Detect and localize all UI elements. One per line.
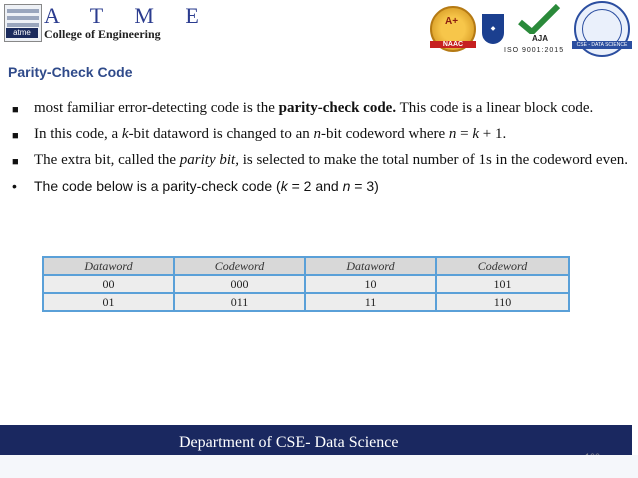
bullet-text: = 3) bbox=[350, 178, 379, 194]
table-cell: 01 bbox=[43, 293, 174, 311]
bullet-var: k bbox=[280, 178, 288, 194]
bullet-bold-text: parity-check code. bbox=[278, 100, 397, 116]
square-bullet-icon: ■ bbox=[12, 156, 19, 168]
bullet-text: -bit codeword where bbox=[321, 126, 449, 142]
bullet-text: This code is a linear block code. bbox=[396, 100, 594, 116]
bullet-var: n bbox=[313, 126, 322, 142]
table-cell: 00 bbox=[43, 275, 174, 293]
bullet-text: = 2 and bbox=[287, 178, 343, 194]
institution-letters: A T M E bbox=[44, 3, 212, 28]
table-row bbox=[43, 275, 569, 293]
naac-badge bbox=[430, 6, 476, 52]
parity-code-table bbox=[42, 256, 570, 312]
table-cell: 101 bbox=[436, 275, 569, 293]
table-header-cell: Dataword bbox=[43, 257, 174, 275]
shield-icon: ◆ bbox=[482, 14, 504, 44]
department-seal bbox=[574, 1, 630, 57]
bullet-item bbox=[8, 150, 630, 170]
table-header-cell: Dataword bbox=[305, 257, 436, 275]
slide-title: Parity-Check Code bbox=[8, 64, 133, 80]
bullet-text: most familiar error-detecting code is the bbox=[34, 100, 279, 116]
bullet-italic-text: parity bit, bbox=[179, 152, 239, 168]
bullet-text: = bbox=[456, 126, 473, 142]
bullet-var: k bbox=[121, 126, 129, 142]
accreditation-badges bbox=[430, 2, 630, 56]
round-bullet-icon: • bbox=[12, 178, 17, 194]
naac-grade: A+ bbox=[445, 16, 459, 27]
table-header-cell: Codeword bbox=[436, 257, 569, 275]
bullet-var: n bbox=[448, 126, 457, 142]
square-bullet-icon: ■ bbox=[12, 130, 19, 142]
table-cell: 000 bbox=[174, 275, 305, 293]
logo-stripe bbox=[7, 23, 39, 27]
aja-check-icon bbox=[514, 4, 564, 34]
bullet-item bbox=[8, 176, 630, 196]
bottom-strip bbox=[0, 455, 638, 478]
department-name: Department of CSE- Data Science bbox=[179, 434, 399, 451]
bullet-text: The code below is a parity-check code ( bbox=[34, 178, 281, 194]
table-cell: 011 bbox=[174, 293, 305, 311]
bullet-text: -bit dataword is changed to an bbox=[128, 126, 314, 142]
aja-label: AJA bbox=[532, 34, 549, 43]
bullet-item bbox=[8, 98, 630, 118]
table-cell: 10 bbox=[305, 275, 436, 293]
bullet-text: is selected to make the total number of 1s in the codeword even. bbox=[238, 152, 629, 168]
footer-bar bbox=[0, 425, 632, 455]
table-cell: 11 bbox=[305, 293, 436, 311]
square-bullet-icon: ■ bbox=[12, 104, 19, 116]
table-cell: 110 bbox=[436, 293, 569, 311]
table-header-cell: Codeword bbox=[174, 257, 305, 275]
naac-label: NAAC bbox=[430, 41, 476, 48]
bullet-item bbox=[8, 124, 630, 144]
bullet-var: k bbox=[472, 126, 480, 142]
logo-stripe bbox=[7, 16, 39, 20]
aja-iso-badge bbox=[504, 4, 568, 54]
seal-ribbon: CSE - DATA SCIENCE bbox=[572, 41, 632, 49]
bullet-text: + 1. bbox=[479, 126, 507, 142]
bullet-var: n bbox=[342, 178, 351, 194]
logo-stripe bbox=[7, 9, 39, 13]
table-header-row bbox=[43, 257, 569, 275]
bullet-text: In this code, a bbox=[34, 126, 122, 142]
bullet-list bbox=[8, 98, 630, 202]
table-row bbox=[43, 293, 569, 311]
college-name: College of Engineering bbox=[44, 27, 161, 41]
iso-text: ISO 9001:2015 bbox=[504, 47, 565, 54]
bullet-text: The extra bit, called the bbox=[34, 152, 180, 168]
logo-atme-text: atme bbox=[6, 28, 38, 38]
